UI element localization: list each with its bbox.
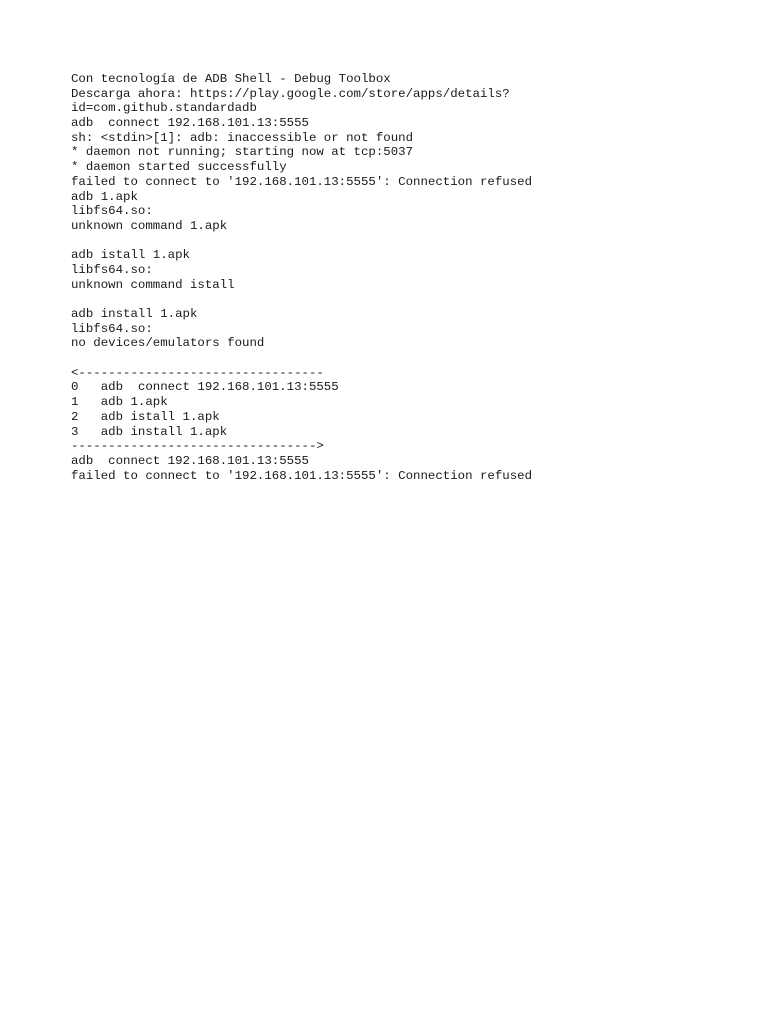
output-line: unknown command istall	[71, 277, 235, 292]
output-line: sh: <stdin>[1]: adb: inaccessible or not found	[71, 130, 414, 145]
command-line: adb istall 1.apk	[71, 248, 190, 263]
command-line: adb connect 192.168.101.13:5555	[71, 116, 309, 131]
command-line: adb install 1.apk	[71, 307, 198, 321]
output-line: unknown command 1.apk	[71, 218, 228, 233]
history-entry: 0 adb connect 192.168.101.13:5555	[71, 380, 339, 395]
blank-line	[71, 292, 751, 307]
output-line: * daemon not running; starting now at tcp:5037	[71, 145, 414, 160]
history-entry: 3 adb install 1.apk	[71, 424, 228, 439]
output-line: libfs64.so:	[71, 262, 153, 277]
output-line: * daemon started successfully	[71, 160, 287, 175]
download-url-id-line: id=com.github.standardadb	[71, 101, 257, 116]
history-entry: 1 adb 1.apk	[71, 395, 168, 410]
header-credit-line: Con tecnología de ADB Shell - Debug Toolbox	[71, 72, 391, 86]
blank-line	[71, 351, 751, 366]
document-body	[71, 72, 751, 483]
output-line: libfs64.so:	[71, 204, 153, 219]
command-line: adb 1.apk	[71, 189, 138, 204]
output-line: no devices/emulators found	[71, 336, 265, 351]
output-line: failed to connect to '192.168.101.13:5555': Connection refused	[71, 174, 533, 189]
output-line: libfs64.so:	[71, 321, 153, 336]
command-line: adb connect 192.168.101.13:5555	[71, 453, 309, 468]
history-entry: 2 adb istall 1.apk	[71, 409, 220, 424]
output-line: failed to connect to '192.168.101.13:5555': Connection refused	[71, 468, 533, 483]
blank-line	[71, 234, 751, 249]
history-start-divider: <---------------------------------	[71, 365, 324, 380]
history-end-divider: --------------------------------->	[71, 439, 324, 454]
download-url-line: Descarga ahora: https://play.google.com/store/apps/details?	[71, 86, 510, 101]
